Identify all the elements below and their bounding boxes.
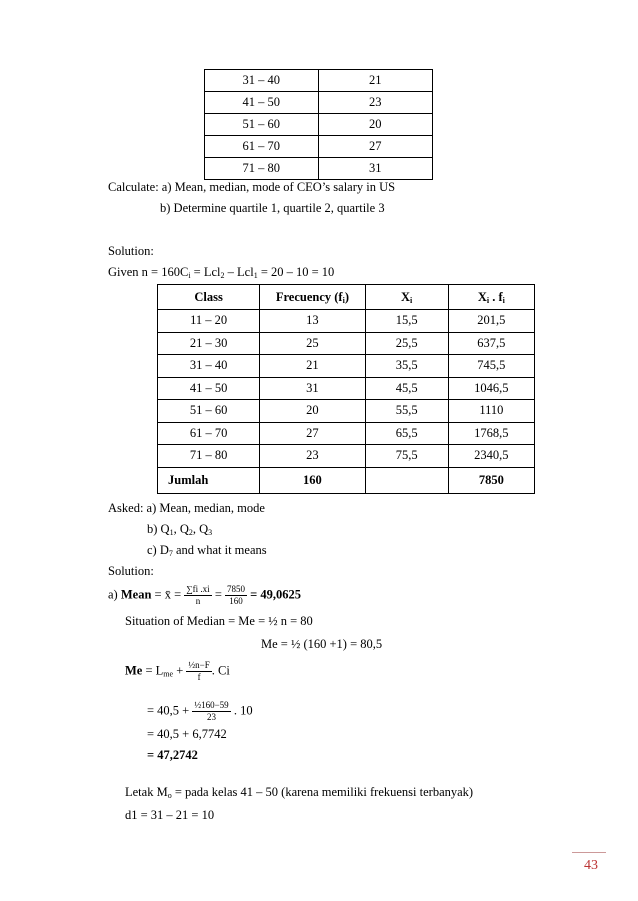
header-xi-text: X	[401, 289, 411, 304]
header-frequency-sub: i	[342, 295, 345, 305]
asked-c-sub: 7	[168, 549, 173, 558]
solution-title: Solution:	[108, 244, 154, 258]
header-xifi-f: . f	[489, 289, 503, 304]
median-step1-fraction	[192, 700, 230, 723]
header-xi-sub: i	[410, 295, 413, 305]
top-table-row	[205, 70, 433, 92]
mode-text-2: = pada kelas 41 – 50 (karena memiliki frekuensi terbanyak)	[171, 785, 474, 799]
xifi-cell: 2340,5	[448, 445, 534, 468]
given-sub: i	[188, 271, 191, 280]
top-frequency-table	[204, 69, 433, 180]
frequency-cell: 20	[260, 400, 365, 423]
frequency-cell: 23	[260, 445, 365, 468]
asked-c-text: c) D	[147, 543, 169, 557]
top-table-row	[205, 136, 433, 158]
top-table-row	[205, 114, 433, 136]
top-class-cell: 31 – 40	[205, 70, 319, 92]
class-cell: 61 – 70	[158, 422, 260, 445]
header-xifi-sub1: i	[486, 295, 490, 305]
top-frequency-cell: 23	[318, 92, 433, 114]
frequency-cell: 21	[260, 355, 365, 378]
mean-eq: = x̄ =	[151, 587, 182, 602]
mean-result: = 49,0625	[247, 587, 301, 602]
solution2-title: Solution:	[108, 564, 154, 578]
table-row	[158, 400, 535, 423]
asked-b-text3: , Q	[192, 522, 209, 536]
me-step1-post: . 10	[233, 703, 253, 718]
mean-eq2: =	[214, 587, 222, 602]
mean-fraction-1	[184, 584, 211, 607]
frequency-cell: 25	[260, 332, 365, 355]
frequency-cell: 13	[260, 310, 365, 333]
given-sub-2: 2	[220, 271, 225, 280]
class-cell: 41 – 50	[158, 377, 260, 400]
xifi-cell: 745,5	[448, 355, 534, 378]
asked-b-sub2: 2	[188, 528, 193, 537]
asked-b-sub1: 1	[169, 528, 174, 537]
page-number-rule	[572, 852, 606, 853]
me-frac-num: ½n−F	[188, 660, 210, 670]
me-step1-pre: = 40,5 +	[147, 703, 190, 718]
me-step1-num: ½160−59	[194, 700, 229, 710]
d1-line: d1 = 31 – 21 = 10	[125, 808, 215, 822]
page-number: 43	[584, 858, 598, 873]
median-fraction	[186, 660, 211, 683]
calculate-line-a: Calculate: a) Mean, median, mode of CEO’s salary in US	[108, 180, 396, 194]
class-cell: 21 – 30	[158, 332, 260, 355]
header-frequency	[260, 285, 365, 310]
asked-c-text2: and what it means	[172, 543, 267, 557]
mean-frac2-num: 7850	[227, 584, 245, 594]
me-label: Me	[125, 663, 143, 678]
mode-location	[125, 785, 473, 800]
top-class-cell: 71 – 80	[205, 158, 319, 180]
table-row	[158, 422, 535, 445]
median-formula	[125, 660, 230, 683]
top-frequency-cell: 20	[318, 114, 433, 136]
table-row	[158, 377, 535, 400]
given-sub-1: 1	[253, 271, 258, 280]
class-cell: 71 – 80	[158, 445, 260, 468]
frequency-cell: 31	[260, 377, 365, 400]
xi-cell: 15,5	[365, 310, 448, 333]
top-frequency-cell: 27	[318, 136, 433, 158]
given-text-3: – Lcl	[224, 265, 254, 279]
asked-b-sub3: 3	[208, 528, 213, 537]
table-row	[158, 445, 535, 468]
top-class-cell: 51 – 60	[205, 114, 319, 136]
calculate-line-b: b) Determine quartile 1, quartile 2, quartile 3	[160, 201, 385, 215]
header-class: Class	[158, 285, 260, 310]
xi-cell: 35,5	[365, 355, 448, 378]
xi-cell: 55,5	[365, 400, 448, 423]
top-frequency-cell: 21	[318, 70, 433, 92]
mean-prefix: a)	[108, 587, 121, 602]
total-xifi: 7850	[448, 467, 534, 493]
me-ci: . Ci	[211, 663, 230, 678]
given-line	[108, 265, 334, 280]
table-row	[158, 355, 535, 378]
xi-cell: 45,5	[365, 377, 448, 400]
class-cell: 11 – 20	[158, 310, 260, 333]
mean-frac2-den: 160	[229, 596, 243, 606]
top-frequency-cell: 31	[318, 158, 433, 180]
median-step-3: = 47,2742	[147, 748, 198, 762]
median-position: Me = ½ (160 +1) = 80,5	[261, 637, 383, 651]
mean-frac1-num: ∑fi .xi	[186, 584, 210, 594]
class-cell: 51 – 60	[158, 400, 260, 423]
mean-label: Mean	[120, 587, 152, 602]
header-frequency-text: Frecuency (f	[275, 289, 343, 304]
xi-cell: 65,5	[365, 422, 448, 445]
top-table-row	[205, 92, 433, 114]
asked-c	[147, 543, 267, 558]
xifi-cell: 1046,5	[448, 377, 534, 400]
me-step1-den: 23	[207, 712, 217, 722]
top-class-cell: 41 – 50	[205, 92, 319, 114]
xi-cell: 25,5	[365, 332, 448, 355]
asked-a: Asked: a) Mean, median, mode	[108, 501, 265, 515]
header-frequency-close: )	[344, 289, 349, 304]
total-frequency: 160	[260, 467, 365, 493]
table-row	[158, 310, 535, 333]
xifi-cell: 1768,5	[448, 422, 534, 445]
given-text-4: = 20 – 10 = 10	[257, 265, 335, 279]
me-eq: = L	[142, 663, 164, 678]
median-step-1	[147, 700, 253, 723]
asked-b-text2: , Q	[173, 522, 189, 536]
header-xi	[365, 285, 448, 310]
total-label: Jumlah	[158, 467, 260, 493]
asked-b	[147, 522, 212, 537]
header-xifi	[448, 285, 534, 310]
mean-line	[108, 584, 301, 607]
mean-frac1-den: n	[195, 596, 201, 606]
xifi-cell: 1110	[448, 400, 534, 423]
asked-b-text: b) Q	[147, 522, 170, 536]
mode-sub: o	[167, 791, 172, 800]
me-frac-den: f	[197, 672, 201, 682]
frequency-cell: 27	[260, 422, 365, 445]
median-step-2: = 40,5 + 6,7742	[147, 727, 227, 741]
given-text-2: = Lcl	[190, 265, 221, 279]
xi-cell: 75,5	[365, 445, 448, 468]
mean-fraction-2	[225, 584, 247, 607]
top-table-row	[205, 158, 433, 180]
xifi-cell: 201,5	[448, 310, 534, 333]
top-class-cell: 61 – 70	[205, 136, 319, 158]
mode-text: Letak M	[125, 785, 168, 799]
xifi-cell: 637,5	[448, 332, 534, 355]
header-xifi-sub2: i	[502, 295, 505, 305]
given-text: Given n = 160C	[108, 265, 189, 279]
median-situation: Situation of Median = Me = ½ n = 80	[125, 614, 313, 628]
class-cell: 31 – 40	[158, 355, 260, 378]
total-empty	[365, 467, 448, 493]
header-xifi-x: X	[477, 289, 487, 304]
me-sub: me	[163, 669, 174, 679]
me-plus: +	[173, 663, 184, 678]
frequency-distribution-table	[157, 284, 535, 494]
table-row	[158, 332, 535, 355]
